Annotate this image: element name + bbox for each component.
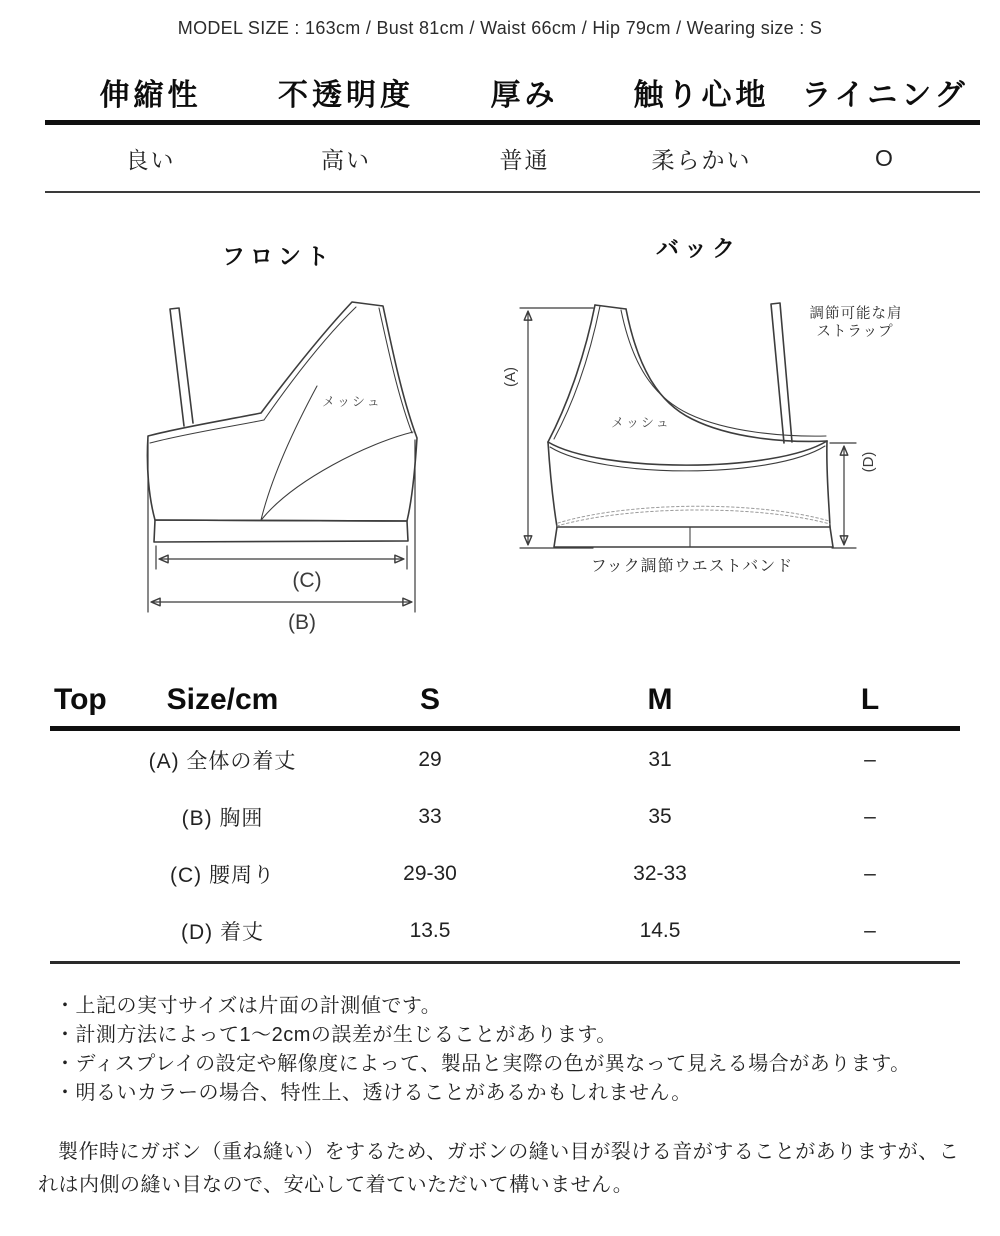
size-row-label: (A) 全体の着丈: [148, 749, 297, 773]
size-cell-s: 29-30: [403, 861, 457, 885]
prop-header-opacity: 不透明度: [278, 79, 414, 112]
size-cell-s: 33: [418, 804, 442, 828]
note-line: ・明るいカラーの場合、特性上、透けることがあるかもしれません。: [55, 1082, 692, 1104]
front-bottom-band: [154, 520, 408, 542]
fabric-properties-table: [45, 64, 980, 193]
size-table-unit-header: Size/cm: [166, 683, 279, 716]
size-row-label: (C) 腰周り: [170, 863, 275, 887]
size-cell-l: –: [864, 861, 876, 885]
size-cell-l: –: [864, 747, 876, 771]
size-cell-l: –: [864, 804, 876, 828]
prop-value-lining: O: [875, 144, 895, 171]
table-row: [50, 731, 960, 788]
values-divider-rule: [45, 191, 980, 193]
prop-value-opacity: 高い: [321, 146, 371, 173]
waistband-label: フック調節ウエストバンド: [590, 558, 794, 575]
size-table-product-header: Top: [54, 683, 107, 716]
size-cell-s: 13.5: [409, 918, 451, 942]
dimension-c-label: (C): [292, 569, 322, 592]
table-row: [50, 902, 960, 959]
dimension-a-label: (A): [502, 367, 519, 387]
size-table: [50, 674, 960, 964]
size-table-header-row: [50, 674, 960, 726]
front-diagram-title: フロント: [222, 243, 334, 269]
prop-header-stretch: 伸縮性: [99, 79, 202, 112]
back-garment-outline: [548, 303, 833, 547]
size-col-header-m: M: [647, 683, 673, 716]
dimension-c: [156, 546, 407, 592]
back-waistband: [554, 527, 833, 547]
front-technical-drawing: [120, 280, 480, 640]
dimension-d: [830, 443, 877, 548]
size-row-label: (B) 胸囲: [181, 806, 264, 830]
note-line: ・ディスプレイの設定や解像度によって、製品と実際の色が異なって見える場合があります。: [55, 1053, 911, 1075]
front-underbust-seam: [262, 432, 413, 519]
size-col-header-s: S: [419, 683, 440, 716]
adjustable-strap-label-line2: ストラップ: [816, 324, 894, 340]
prop-value-texture: 柔らかい: [651, 146, 752, 173]
size-cell-m: 14.5: [639, 918, 681, 942]
size-col-header-l: L: [860, 683, 880, 716]
back-technical-drawing: [485, 280, 905, 600]
prop-header-thickness: 厚み: [490, 79, 559, 112]
table-row: [50, 788, 960, 845]
prop-value-stretch: 良い: [125, 146, 176, 173]
dimension-d-label: (D): [860, 451, 877, 473]
front-garment-outline: [147, 302, 417, 542]
size-cell-s: 29: [418, 747, 442, 771]
dimension-b: [148, 440, 415, 634]
back-diagram-title: バック: [656, 235, 740, 261]
fabric-properties-value-row: [45, 125, 980, 191]
prop-value-thickness: 普通: [499, 146, 550, 173]
table-row: [50, 845, 960, 902]
size-table-bottom-rule: [50, 961, 960, 964]
front-thin-strap: [170, 308, 193, 426]
size-cell-m: 32-33: [633, 861, 687, 885]
back-mesh-label: メッシュ: [611, 415, 671, 430]
adjustable-strap-label-line1: 調節可能な肩: [809, 306, 903, 322]
size-cell-l: –: [864, 918, 876, 942]
note-line: ・計測方法によって1〜2cmの誤差が生じることがあります。: [55, 1024, 617, 1046]
dimension-b-label: (B): [288, 611, 316, 634]
size-row-label: (D) 着丈: [181, 920, 264, 944]
front-mesh-label: メッシュ: [322, 394, 382, 409]
back-thin-strap: [771, 303, 792, 443]
size-cell-m: 31: [648, 747, 672, 771]
care-paragraph: 製作時にガボン（重ね縫い）をするため、ガボンの縫い目が裂ける音がすることがありますが、これは内側の縫い目なので、安心して着ていただいて構いません。: [38, 1141, 960, 1196]
note-line: ・上記の実寸サイズは片面の計測値です。: [55, 995, 442, 1017]
size-cell-m: 35: [648, 804, 672, 828]
dimension-a: [502, 308, 593, 548]
fabric-properties-header-row: [45, 64, 980, 120]
front-mesh-seam: [261, 386, 317, 520]
prop-header-lining: ライニング: [801, 79, 969, 112]
model-size-line: MODEL SIZE : 163cm / Bust 81cm / Waist 66cm / Hip 79cm / Wearing size : S: [177, 18, 823, 38]
prop-header-texture: 触り心地: [633, 79, 770, 112]
measurement-notes: [55, 992, 975, 1108]
